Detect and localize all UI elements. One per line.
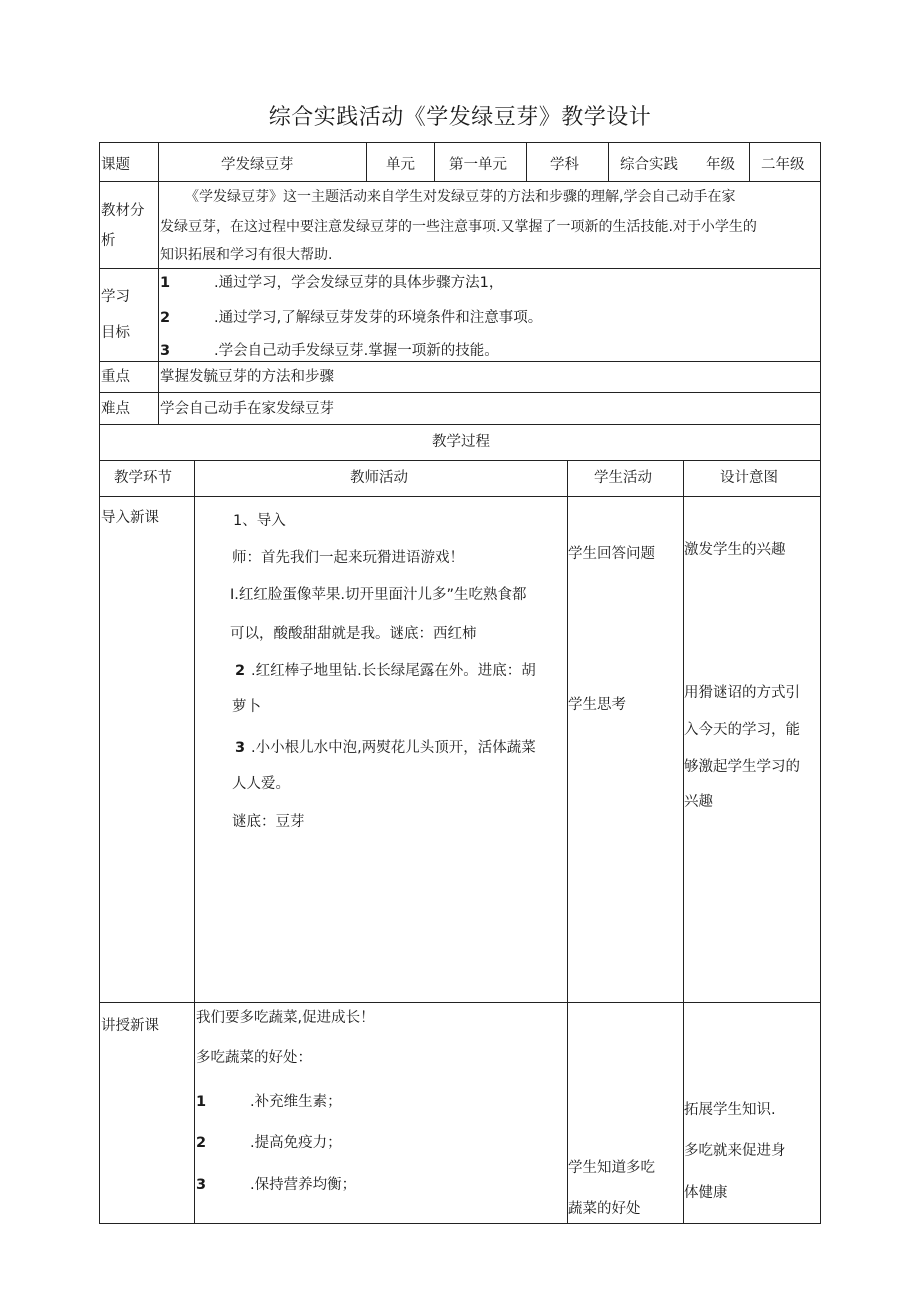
topic-value: 学发绿豆芽 <box>221 157 294 173</box>
design-intent: 用猾谜诏的方式引 <box>684 685 800 701</box>
student-activity: 学生知道多吃 <box>568 1160 655 1176</box>
benefit-text: .保持营养均衡； <box>250 1177 357 1193</box>
subject-value: 综合实践 <box>620 157 678 173</box>
stage-label: 导入新课 <box>101 510 159 526</box>
teacher-text: 1、导入 <box>233 513 286 529</box>
goal-text: .通过学习，学会发绿豆芽的具体步骤方法1， <box>214 275 504 291</box>
col-divider <box>608 142 609 181</box>
design-intent: 入今天的学习，能 <box>684 722 800 738</box>
goal-number: 1 <box>160 275 171 291</box>
key-point-text: 掌握发毓豆芽的方法和步骤 <box>160 369 334 385</box>
document-title: 综合实践活动《学发绿豆芽》教学设计 <box>268 105 652 130</box>
grade-value: 二年级 <box>761 157 805 173</box>
col-divider <box>366 142 367 181</box>
student-activity: 蔬菜的好处 <box>568 1201 641 1217</box>
col-divider <box>194 460 195 1224</box>
benefit-text: .补充维生素； <box>250 1094 342 1110</box>
goals-label: 目标 <box>101 325 130 341</box>
design-intent: 兴趣 <box>684 794 713 810</box>
benefit-number: 1 <box>196 1094 207 1110</box>
teacher-text: 萝卜 <box>232 699 261 715</box>
row-divider <box>99 460 821 461</box>
analysis-text: 知识拓展和学习有很大帮助. <box>160 247 333 263</box>
difficulty-text: 学会自己动手在家发绿豆芽 <box>160 401 334 417</box>
goal-text: .学会自己动手发绿豆芽.掌握一项新的技能。 <box>214 343 499 359</box>
stage-label: 讲授新课 <box>101 1018 159 1034</box>
col-divider <box>158 142 159 181</box>
teacher-text: 多吃蔬菜的好处： <box>196 1050 312 1066</box>
analysis-text: 《学发绿豆芽》这一主题活动来自学生对发绿豆芽的方法和步骤的理解,学会自己动手在家 <box>185 189 736 205</box>
unit-label: 单元 <box>386 157 415 173</box>
benefit-text: .提高免疫力； <box>250 1135 342 1151</box>
analysis-text: 发绿豆芽，在这过程中要注意发绿豆芽的一些注意事项.又掌握了一项新的生活技能.对于小学生的 <box>160 219 757 235</box>
row-divider <box>99 496 821 497</box>
col-divider <box>434 142 435 181</box>
row-divider <box>99 268 821 269</box>
col-divider <box>158 181 159 424</box>
teacher-text: 我们要多吃蔬菜,促进成长！ <box>196 1010 375 1026</box>
student-activity: 学生思考 <box>568 697 626 713</box>
design-intent: 拓展学生知识. <box>684 1102 776 1118</box>
key-point-label: 重点 <box>101 369 130 385</box>
riddle-number: 3 <box>235 740 246 756</box>
analysis-label: 教材分 <box>101 203 145 219</box>
row-divider <box>99 361 821 362</box>
row-divider <box>99 1002 821 1003</box>
teacher-text: 谜底：豆芽 <box>232 814 305 830</box>
process-heading: 教学过程 <box>432 434 490 450</box>
teacher-text: .小小根儿水中泡,两熨花儿头顶开，活体蔬菜 <box>251 740 536 756</box>
teacher-text: 师：首先我们一起来玩猾进语游戏！ <box>232 550 464 566</box>
row-divider <box>99 392 821 393</box>
teacher-text: 可以，酸酸甜甜就是我。谜底：西红柿 <box>230 626 477 642</box>
col-divider <box>526 142 527 181</box>
benefit-number: 2 <box>196 1135 207 1151</box>
column-header: 设计意图 <box>720 470 778 486</box>
column-header: 学生活动 <box>594 470 652 486</box>
teacher-text: .红红棒子地里钻.长长绿尾露在外。进底：胡 <box>251 663 536 679</box>
unit-value: 第一单元 <box>449 157 507 173</box>
design-intent: 够激起学生学习的 <box>684 759 800 775</box>
row-divider <box>99 181 821 182</box>
grade-label: 年级 <box>706 157 735 173</box>
benefit-number: 3 <box>196 1177 207 1193</box>
design-intent: 激发学生的兴趣 <box>684 542 786 558</box>
goal-number: 3 <box>160 343 171 359</box>
goal-number: 2 <box>160 310 171 326</box>
subject-label: 学科 <box>550 157 579 173</box>
riddle-number: 2 <box>235 663 246 679</box>
col-divider <box>567 460 568 1224</box>
student-activity: 学生回答问题 <box>568 546 655 562</box>
difficulty-label: 难点 <box>101 401 130 417</box>
col-divider <box>749 142 750 181</box>
analysis-label: 析 <box>101 233 116 249</box>
teacher-text: 人人爱。 <box>232 776 290 792</box>
goals-label: 学习 <box>101 289 130 305</box>
column-header: 教师活动 <box>350 470 408 486</box>
column-header: 教学环节 <box>114 470 172 486</box>
teacher-text: I.红红脸蛋像苹果.切开里面汁儿多”生吃熟食都 <box>230 587 527 603</box>
design-intent: 体健康 <box>684 1185 728 1201</box>
row-divider <box>99 424 821 425</box>
design-intent: 多吃就来促进身 <box>684 1143 786 1159</box>
topic-label: 课题 <box>101 157 130 173</box>
goal-text: .通过学习,了解绿豆芽发芽的环境条件和注意事项。 <box>214 310 543 326</box>
